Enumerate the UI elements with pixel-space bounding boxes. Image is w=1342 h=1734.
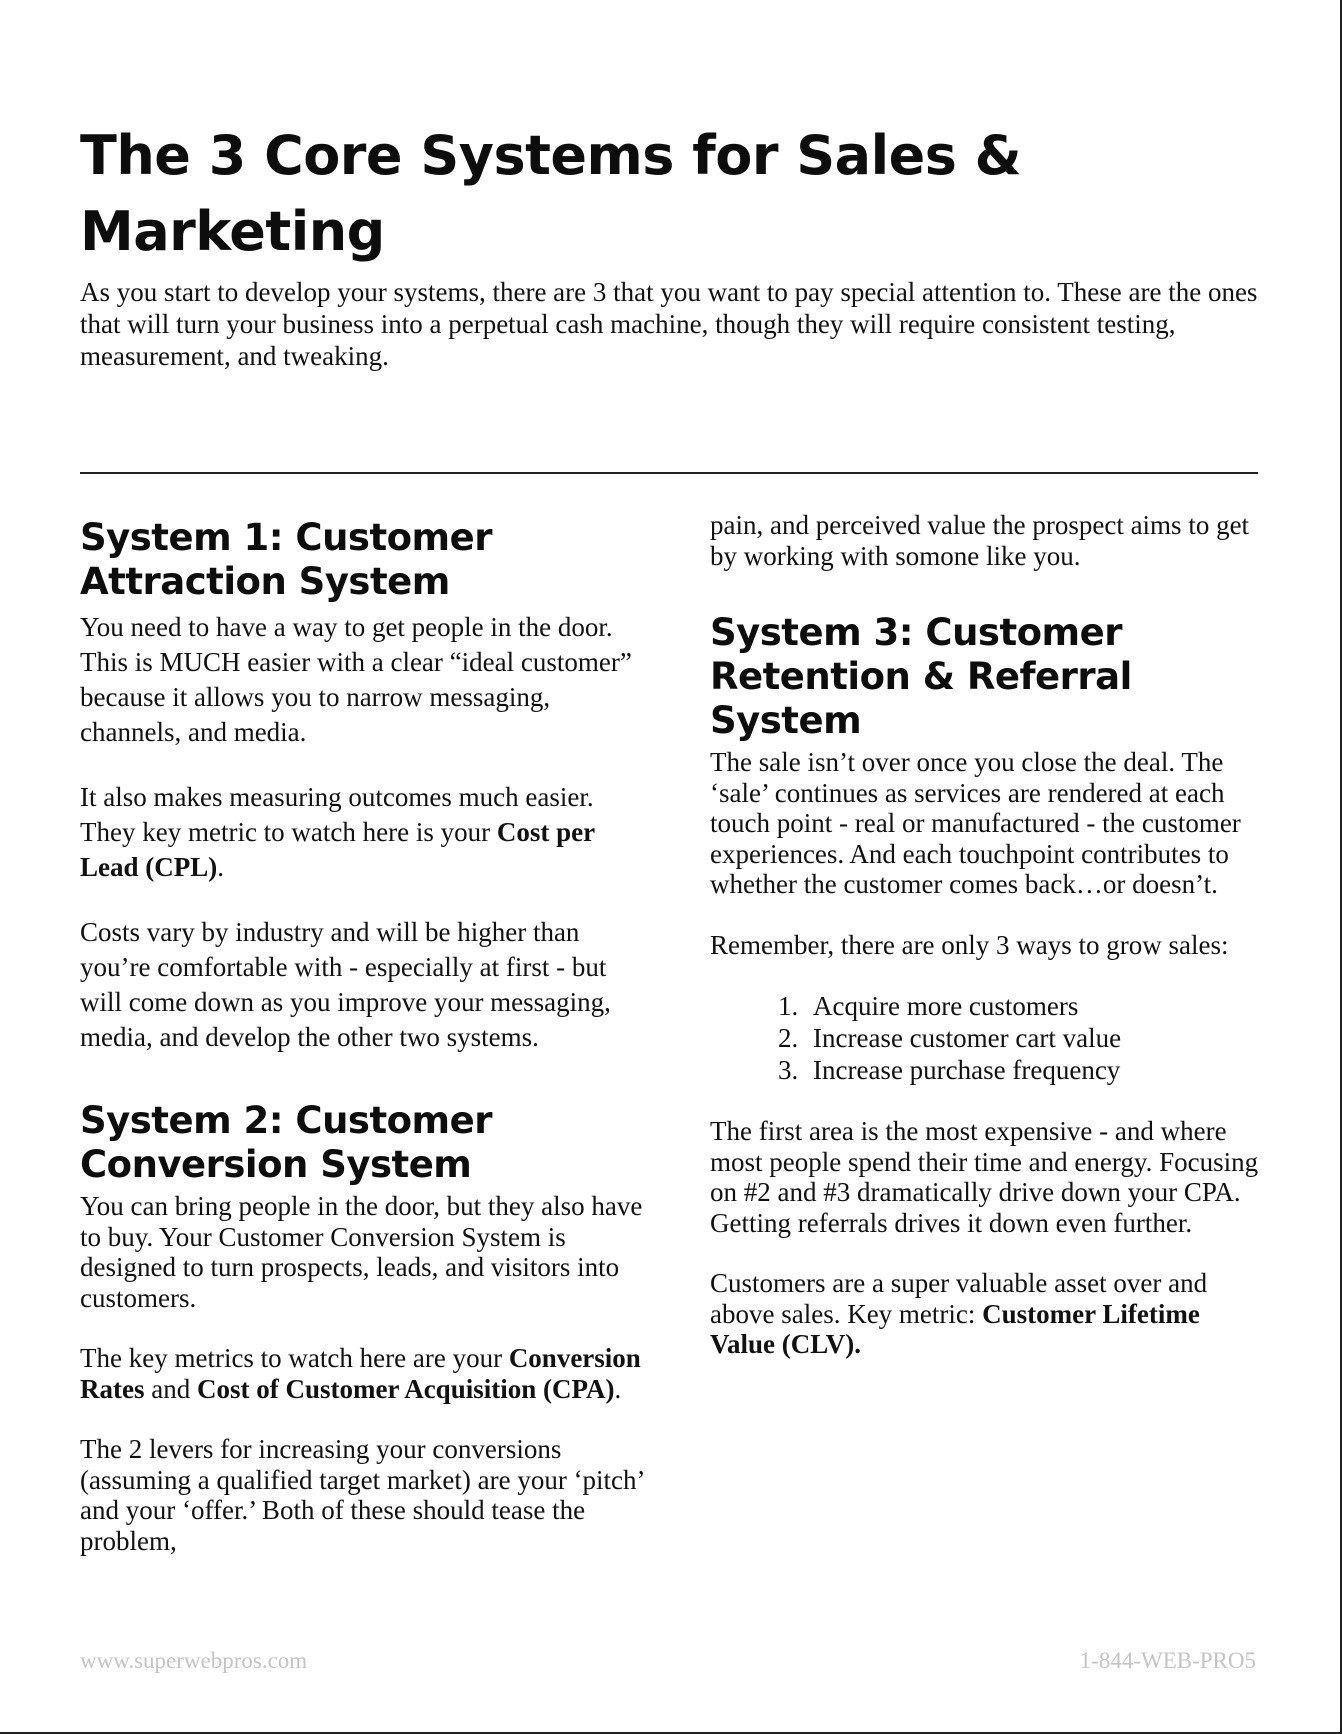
system2-paragraph-3b: pain, and perceived value the prospect aims to get by working with somone like you. (710, 510, 1250, 571)
list-item: 2. Increase customer cart value (805, 1022, 1270, 1054)
list-item: 1. Acquire more customers (805, 990, 1270, 1022)
footer-website: www.superwebpros.com (80, 1648, 308, 1673)
system2-paragraph-1: You can bring people in the door, but they also have to buy. Your Customer Conversion System is designed to turn prospects, leads, and visitors into customers. (80, 1191, 643, 1313)
system1-paragraph-1: You need to have a way to get people in the door. This is MUCH easier with a clear “ideal customer” because it allows you to narrow messaging, channels, and media. (80, 612, 632, 747)
system1-heading: System 1: Customer Attraction System (80, 516, 492, 603)
section-divider (80, 472, 1258, 474)
footer-phone: 1-844-WEB-PRO5 (1079, 1648, 1256, 1673)
list-item: 3. Increase purchase frequency (805, 1054, 1270, 1086)
right-column (710, 510, 1270, 1360)
system1-paragraph-2: It also makes measuring outcomes much easier. They key metric to watch here is your Cost per Lead (CPL). (80, 782, 595, 882)
system2-paragraph-3a: The 2 levers for increasing your conversions (assuming a qualified target market) are your ‘pitch’ and your ‘offer.’ Both of these should tease the problem, (80, 1434, 644, 1556)
intro-paragraph: As you start to develop your systems, there are 3 that you want to pay special attention to. These are the ones that will turn your business into a perpetual cash machine, though they will require consistent testing, measurement, and tweaking. (80, 277, 1258, 371)
growth-ways-list (710, 990, 1270, 1086)
conversion-rates-metric: Conversion Rates (80, 1343, 641, 1404)
system3-paragraph-4: Customers are a super valuable asset over and above sales. Key metric: Customer Lifetime Value (CLV). (710, 1268, 1208, 1359)
system3-heading: System 3: Customer Retention & Referral System (710, 611, 1132, 742)
system2-paragraph-2: The key metrics to watch here are your Conversion Rates and Cost of Customer Acquisition (CPA). (80, 1343, 641, 1404)
system1-paragraph-3: Costs vary by industry and will be higher than you’re comfortable with - especially at first - but will come down as you improve your messaging, media, and develop the other two systems. (80, 917, 611, 1052)
system3-paragraph-1: The sale isn’t over once you close the deal. The ‘sale’ continues as services are rendered at each touch point - real or manufactured - the customer experiences. And each touchpoint contributes to whether the customer comes back…or doesn’t. (710, 747, 1241, 899)
cpa-metric: Cost of Customer Acquisition (CPA) (196, 1373, 615, 1404)
system3-paragraph-3: The first area is the most expensive - and where most people spend their time and energy. Focusing on #2 and #3 dramatically drive down your CPA. Getting referrals drives it down even further. (710, 1116, 1259, 1238)
system3-paragraph-2: Remember, there are only 3 ways to grow sales: (710, 929, 1229, 960)
page-title: The 3 Core Systems for Sales & Marketing (80, 124, 1022, 263)
left-column (80, 516, 645, 1556)
system2-heading: System 2: Customer Conversion System (80, 1099, 492, 1186)
clv-metric: Customer Lifetime Value (CLV). (710, 1298, 1200, 1359)
cpl-metric: Cost per Lead (CPL) (80, 817, 595, 882)
